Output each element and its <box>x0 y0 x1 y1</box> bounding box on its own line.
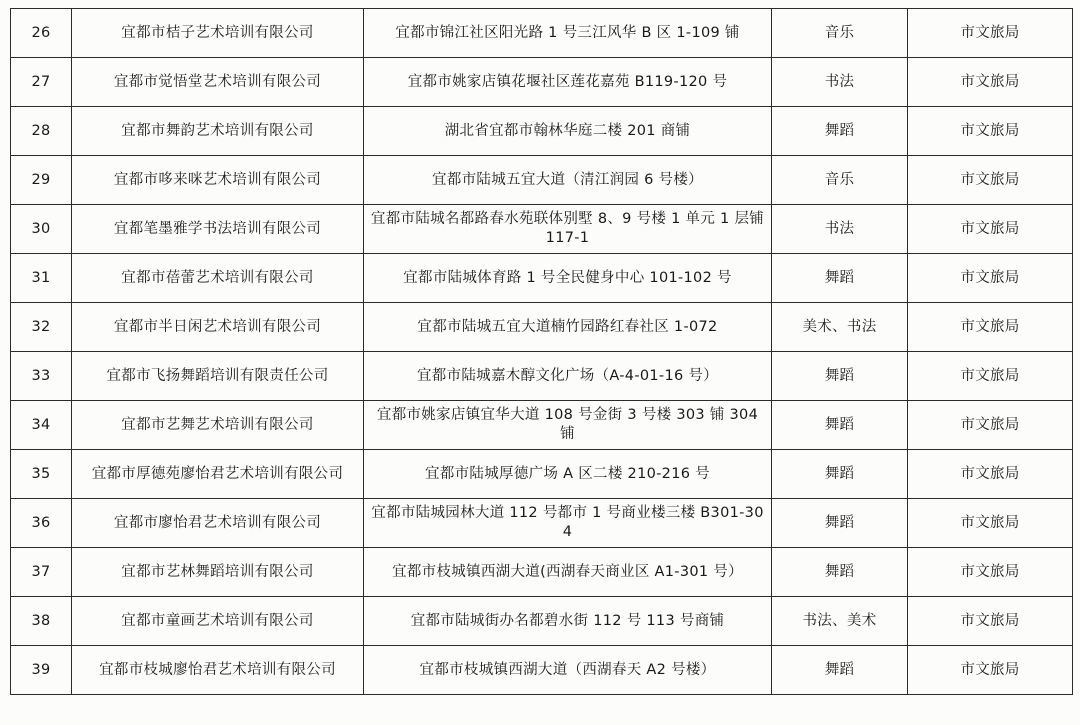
authority-cell: 市文旅局 <box>908 597 1073 646</box>
authority-cell: 市文旅局 <box>908 58 1073 107</box>
authority-cell: 市文旅局 <box>908 548 1073 597</box>
table-row <box>11 156 1073 205</box>
table-row <box>11 9 1073 58</box>
row-number-cell: 35 <box>11 450 72 499</box>
row-number-cell: 33 <box>11 352 72 401</box>
institution-name-cell: 宜都市哆来咪艺术培训有限公司 <box>72 156 364 205</box>
table-row <box>11 58 1073 107</box>
category-cell: 舞蹈 <box>772 499 908 548</box>
institution-name-cell: 宜都市厚德苑廖怡君艺术培训有限公司 <box>72 450 364 499</box>
category-cell: 舞蹈 <box>772 646 908 695</box>
authority-cell: 市文旅局 <box>908 303 1073 352</box>
table-row <box>11 401 1073 450</box>
authority-cell: 市文旅局 <box>908 254 1073 303</box>
table-row <box>11 254 1073 303</box>
category-cell: 舞蹈 <box>772 254 908 303</box>
row-number-cell: 32 <box>11 303 72 352</box>
institution-name-cell: 宜都市半日闲艺术培训有限公司 <box>72 303 364 352</box>
authority-cell: 市文旅局 <box>908 401 1073 450</box>
category-cell: 书法 <box>772 205 908 254</box>
authority-cell: 市文旅局 <box>908 499 1073 548</box>
row-number-cell: 27 <box>11 58 72 107</box>
category-cell: 书法 <box>772 58 908 107</box>
address-cell: 宜都市姚家店镇花堰社区莲花嘉苑 B119-120 号 <box>364 58 772 107</box>
address-cell: 宜都市枝城镇西湖大道(西湖春天商业区 A1-301 号） <box>364 548 772 597</box>
row-number-cell: 34 <box>11 401 72 450</box>
authority-cell: 市文旅局 <box>908 205 1073 254</box>
address-cell: 宜都市陆城厚德广场 A 区二楼 210-216 号 <box>364 450 772 499</box>
institution-name-cell: 宜都市艺林舞蹈培训有限公司 <box>72 548 364 597</box>
category-cell: 舞蹈 <box>772 548 908 597</box>
address-cell: 宜都市陆城体育路 1 号全民健身中心 101-102 号 <box>364 254 772 303</box>
institution-name-cell: 宜都市飞扬舞蹈培训有限责任公司 <box>72 352 364 401</box>
address-cell: 宜都市陆城五宜大道（清江润园 6 号楼） <box>364 156 772 205</box>
category-cell: 音乐 <box>772 156 908 205</box>
category-cell: 舞蹈 <box>772 107 908 156</box>
address-cell: 宜都市枝城镇西湖大道（西湖春天 A2 号楼） <box>364 646 772 695</box>
address-cell: 宜都市陆城名都路春水苑联体别墅 8、9 号楼 1 单元 1 层铺 117-1 <box>364 205 772 254</box>
address-cell: 宜都市陆城嘉木醇文化广场（A-4-01-16 号） <box>364 352 772 401</box>
authority-cell: 市文旅局 <box>908 352 1073 401</box>
address-cell: 宜都市锦江社区阳光路 1 号三江风华 B 区 1-109 铺 <box>364 9 772 58</box>
address-cell: 宜都市陆城五宜大道楠竹园路红春社区 1-072 <box>364 303 772 352</box>
institution-name-cell: 宜都笔墨雅学书法培训有限公司 <box>72 205 364 254</box>
training-institution-table <box>10 8 1073 695</box>
row-number-cell: 31 <box>11 254 72 303</box>
row-number-cell: 37 <box>11 548 72 597</box>
category-cell: 舞蹈 <box>772 450 908 499</box>
row-number-cell: 36 <box>11 499 72 548</box>
row-number-cell: 26 <box>11 9 72 58</box>
table-row <box>11 352 1073 401</box>
table-row <box>11 450 1073 499</box>
row-number-cell: 39 <box>11 646 72 695</box>
table-row <box>11 205 1073 254</box>
institution-name-cell: 宜都市舞韵艺术培训有限公司 <box>72 107 364 156</box>
row-number-cell: 38 <box>11 597 72 646</box>
institution-name-cell: 宜都市艺舞艺术培训有限公司 <box>72 401 364 450</box>
address-cell: 湖北省宜都市翰林华庭二楼 201 商铺 <box>364 107 772 156</box>
table-row <box>11 499 1073 548</box>
institution-name-cell: 宜都市童画艺术培训有限公司 <box>72 597 364 646</box>
category-cell: 音乐 <box>772 9 908 58</box>
table-row <box>11 303 1073 352</box>
table-row <box>11 548 1073 597</box>
authority-cell: 市文旅局 <box>908 450 1073 499</box>
authority-cell: 市文旅局 <box>908 646 1073 695</box>
institution-name-cell: 宜都市枝城廖怡君艺术培训有限公司 <box>72 646 364 695</box>
institution-name-cell: 宜都市觉悟堂艺术培训有限公司 <box>72 58 364 107</box>
institution-name-cell: 宜都市蓓蕾艺术培训有限公司 <box>72 254 364 303</box>
row-number-cell: 30 <box>11 205 72 254</box>
authority-cell: 市文旅局 <box>908 107 1073 156</box>
row-number-cell: 29 <box>11 156 72 205</box>
category-cell: 舞蹈 <box>772 352 908 401</box>
institution-name-cell: 宜都市桔子艺术培训有限公司 <box>72 9 364 58</box>
address-cell: 宜都市陆城园林大道 112 号都市 1 号商业楼三楼 B301-304 <box>364 499 772 548</box>
row-number-cell: 28 <box>11 107 72 156</box>
table-row <box>11 646 1073 695</box>
category-cell: 书法、美术 <box>772 597 908 646</box>
address-cell: 宜都市陆城街办名都碧水街 112 号 113 号商铺 <box>364 597 772 646</box>
institution-name-cell: 宜都市廖怡君艺术培训有限公司 <box>72 499 364 548</box>
table-row <box>11 597 1073 646</box>
category-cell: 美术、书法 <box>772 303 908 352</box>
authority-cell: 市文旅局 <box>908 156 1073 205</box>
table-row <box>11 107 1073 156</box>
authority-cell: 市文旅局 <box>908 9 1073 58</box>
category-cell: 舞蹈 <box>772 401 908 450</box>
address-cell: 宜都市姚家店镇宜华大道 108 号金街 3 号楼 303 铺 304 铺 <box>364 401 772 450</box>
